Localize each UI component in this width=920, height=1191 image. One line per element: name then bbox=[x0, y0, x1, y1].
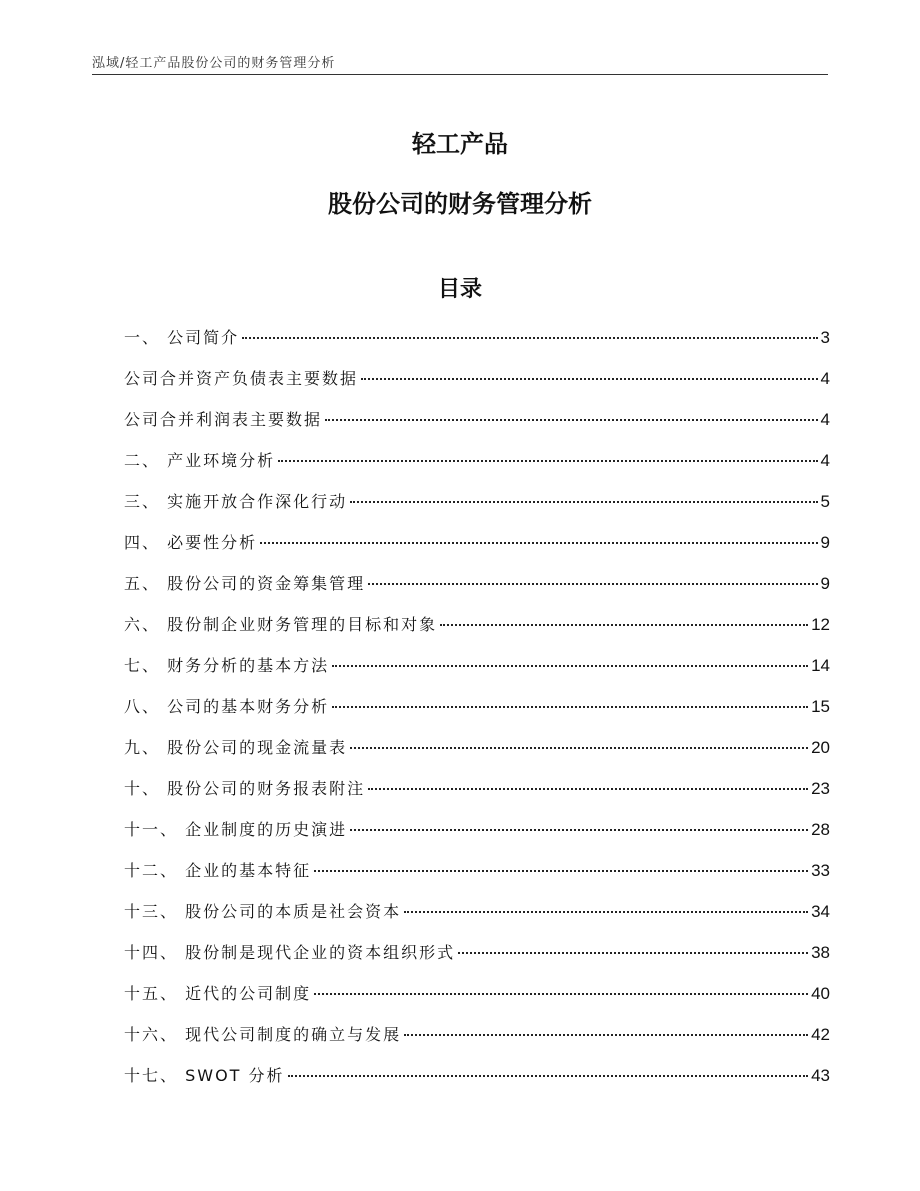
toc-entry-page-number: 40 bbox=[811, 984, 830, 1003]
toc-entry-page-number: 38 bbox=[811, 943, 830, 962]
toc-entry[interactable] bbox=[124, 694, 830, 735]
toc-entry-label: 十、 股份公司的财务报表附注 bbox=[124, 779, 366, 798]
toc-entry-label: 十五、 近代的公司制度 bbox=[124, 984, 312, 1003]
toc-entry[interactable] bbox=[124, 981, 830, 1022]
toc-entry[interactable] bbox=[124, 653, 830, 694]
toc-dot-leader bbox=[368, 788, 808, 790]
toc-entry-label: 九、 股份公司的现金流量表 bbox=[124, 738, 348, 757]
toc-entry-label: 十四、 股份制是现代企业的资本组织形式 bbox=[124, 943, 456, 962]
toc-dot-leader bbox=[350, 501, 817, 503]
toc-dot-leader bbox=[332, 665, 808, 667]
toc-entry-label: 公司合并资产负债表主要数据 bbox=[124, 369, 359, 388]
toc-entry[interactable] bbox=[124, 366, 830, 407]
toc-entry-page-number: 4 bbox=[820, 410, 830, 429]
toc-entry-page-number: 20 bbox=[811, 738, 830, 757]
toc-entry-label: 十三、 股份公司的本质是社会资本 bbox=[124, 902, 402, 921]
toc-entry-page-number: 4 bbox=[820, 451, 830, 470]
toc-entry-page-number: 42 bbox=[811, 1025, 830, 1044]
toc-entry-page-number: 9 bbox=[820, 533, 830, 552]
toc-entry-page-number: 34 bbox=[811, 902, 830, 921]
toc-entry[interactable] bbox=[124, 1063, 830, 1104]
toc-entry-label: 十一、 企业制度的历史演进 bbox=[124, 820, 348, 839]
toc-entry-label: 十二、 企业的基本特征 bbox=[124, 861, 312, 880]
document-title-line-1: 轻工产品 bbox=[412, 130, 508, 158]
toc-entry-page-number: 28 bbox=[811, 820, 830, 839]
toc-dot-leader bbox=[278, 460, 817, 462]
toc-entry-label: 六、 股份制企业财务管理的目标和对象 bbox=[124, 615, 438, 634]
toc-entry-label: 四、 必要性分析 bbox=[124, 533, 258, 552]
toc-entry[interactable] bbox=[124, 1022, 830, 1063]
toc-entry-page-number: 9 bbox=[820, 574, 830, 593]
toc-dot-leader bbox=[314, 993, 808, 995]
toc-entry[interactable] bbox=[124, 940, 830, 981]
toc-dot-leader bbox=[361, 378, 818, 380]
toc-entry-label: 公司合并利润表主要数据 bbox=[124, 410, 323, 429]
toc-dot-leader bbox=[404, 1034, 808, 1036]
toc-dot-leader bbox=[368, 583, 817, 585]
toc-entry-page-number: 14 bbox=[811, 656, 830, 675]
toc-entry-label: 十六、 现代公司制度的确立与发展 bbox=[124, 1025, 402, 1044]
toc-entry-label: 十七、 SWOT 分析 bbox=[124, 1066, 285, 1085]
toc-dot-leader bbox=[260, 542, 817, 544]
toc-entry[interactable] bbox=[124, 325, 830, 366]
toc-entry[interactable] bbox=[124, 817, 830, 858]
toc-entry[interactable] bbox=[124, 899, 830, 940]
toc-dot-leader bbox=[350, 829, 808, 831]
toc-entry[interactable] bbox=[124, 530, 830, 571]
toc-entry-label: 一、 公司简介 bbox=[124, 328, 240, 347]
toc-entry-page-number: 33 bbox=[811, 861, 830, 880]
toc-entry-page-number: 43 bbox=[811, 1066, 830, 1085]
toc-entry-page-number: 4 bbox=[820, 369, 830, 388]
toc-dot-leader bbox=[350, 747, 808, 749]
toc-heading: 目录 bbox=[437, 277, 482, 302]
toc-entry-page-number: 23 bbox=[811, 779, 830, 798]
toc-entry-page-number: 12 bbox=[811, 615, 830, 634]
toc-dot-leader bbox=[288, 1075, 809, 1077]
table-of-contents bbox=[124, 325, 830, 1104]
toc-dot-leader bbox=[314, 870, 808, 872]
toc-entry[interactable] bbox=[124, 489, 830, 530]
running-header: 泓域/轻工产品股份公司的财务管理分析 bbox=[92, 52, 828, 75]
toc-dot-leader bbox=[325, 419, 818, 421]
toc-entry-page-number: 3 bbox=[820, 328, 830, 347]
toc-dot-leader bbox=[404, 911, 808, 913]
toc-entry[interactable] bbox=[124, 735, 830, 776]
toc-dot-leader bbox=[458, 952, 808, 954]
toc-entry-page-number: 15 bbox=[811, 697, 830, 716]
toc-entry[interactable] bbox=[124, 448, 830, 489]
toc-entry[interactable] bbox=[124, 776, 830, 817]
toc-entry[interactable] bbox=[124, 612, 830, 653]
toc-entry-label: 八、 公司的基本财务分析 bbox=[124, 697, 330, 716]
toc-entry-page-number: 5 bbox=[820, 492, 830, 511]
toc-entry-label: 五、 股份公司的资金筹集管理 bbox=[124, 574, 366, 593]
toc-dot-leader bbox=[332, 706, 808, 708]
document-title-line-2: 股份公司的财务管理分析 bbox=[328, 190, 592, 218]
toc-entry-label: 三、 实施开放合作深化行动 bbox=[124, 492, 348, 511]
toc-entry[interactable] bbox=[124, 407, 830, 448]
toc-entry-label: 七、 财务分析的基本方法 bbox=[124, 656, 330, 675]
toc-entry-label: 二、 产业环境分析 bbox=[124, 451, 276, 470]
toc-entry[interactable] bbox=[124, 858, 830, 899]
toc-dot-leader bbox=[440, 624, 808, 626]
toc-dot-leader bbox=[242, 337, 817, 339]
toc-entry[interactable] bbox=[124, 571, 830, 612]
